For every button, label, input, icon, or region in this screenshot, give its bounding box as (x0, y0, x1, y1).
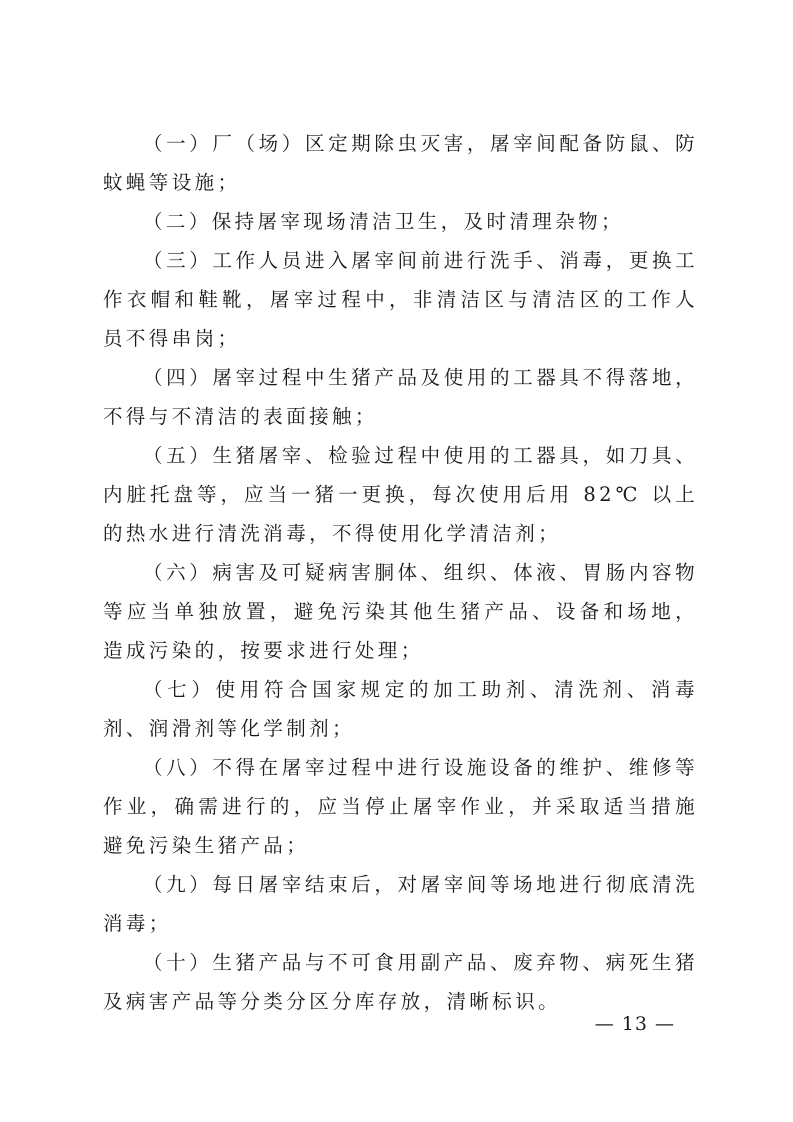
paragraph-item-3: （三）工作人员进入屠宰间前进行洗手、消毒，更换工作衣帽和鞋靴，屠宰过程中，非清洁区与清洁区的工作人员不得串岗； (103, 249, 698, 350)
paragraph-item-7: （七）使用符合国家规定的加工助剂、清洗剂、消毒剂、润滑剂等化学制剂； (103, 678, 698, 740)
paragraph-item-4: （四）屠宰过程中生猪产品及使用的工器具不得落地，不得与不清洁的表面接触； (103, 366, 698, 428)
paragraph-item-5: （五）生猪屠宰、检验过程中使用的工器具，如刀具、内脏托盘等，应当一猪一更换，每次使用后用 82℃ 以上的热水进行清洗消毒，不得使用化学清洁剂； (103, 444, 698, 545)
page-number: — 13 — (594, 1013, 675, 1035)
document-body (103, 124, 698, 1021)
paragraph-item-8: （八）不得在屠宰过程中进行设施设备的维护、维修等作业，确需进行的，应当停止屠宰作业，并采取适当措施避免污染生猪产品； (103, 756, 698, 857)
paragraph-item-10: （十）生猪产品与不可食用副产品、废弃物、病死生猪及病害产品等分类分区分库存放，清晰标识。 (103, 951, 698, 1013)
paragraph-item-1: （一）厂（场）区定期除虫灭害，屠宰间配备防鼠、防蚊蝇等设施； (103, 132, 698, 194)
paragraph-item-9: （九）每日屠宰结束后，对屠宰间等场地进行彻底清洗消毒； (103, 873, 698, 935)
paragraph-item-2: （二）保持屠宰现场清洁卫生，及时清理杂物； (143, 210, 624, 233)
paragraph-item-6: （六）病害及可疑病害胴体、组织、体液、胃肠内容物等应当单独放置，避免污染其他生猪产品、设备和场地，造成污染的，按要求进行处理； (103, 561, 698, 662)
